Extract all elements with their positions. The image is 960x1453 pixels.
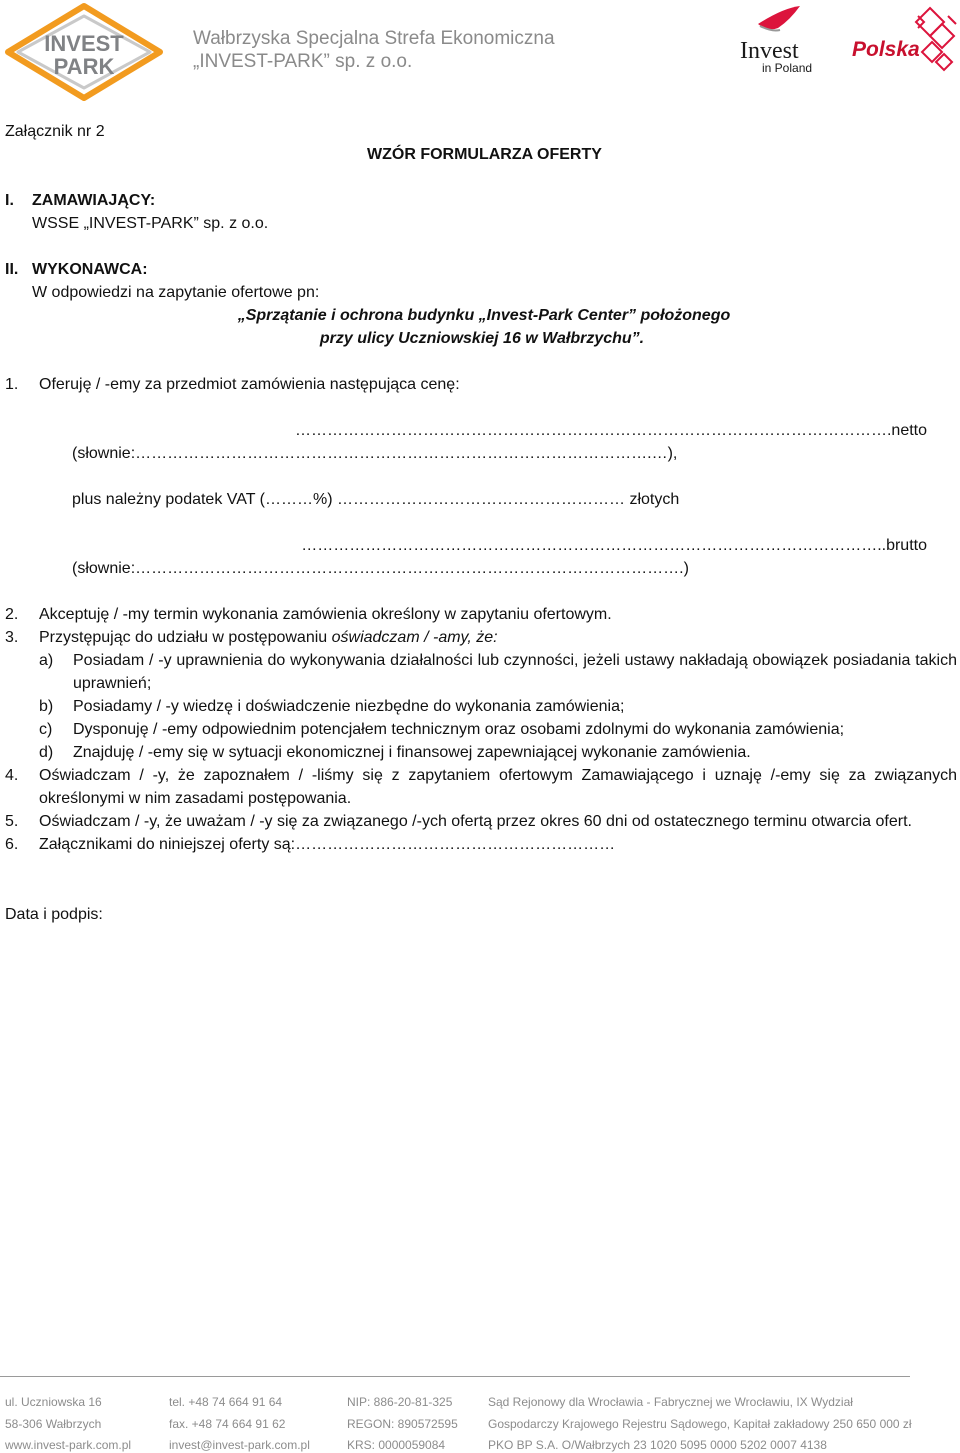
list-item bbox=[5, 626, 957, 649]
logo-text-polska: Polska bbox=[852, 38, 920, 61]
footer-krs: KRS: 0000059084 bbox=[347, 1438, 446, 1452]
subject-line1: „Sprzątanie i ochrona budynku „Invest-Park Center” położonego bbox=[237, 307, 731, 324]
footer-bank-account: PKO BP S.A. O/Wałbrzych 23 1020 5095 0000 5202 0007 4138 bbox=[488, 1438, 827, 1452]
list-item bbox=[5, 764, 957, 810]
netto-words-field: (słownie:…………………………………………………………………………………….…), bbox=[72, 445, 678, 462]
footer-website-link[interactable]: www.invest-park.com.pl bbox=[5, 1438, 132, 1452]
subitem-text: Dysponuję / -emy odpowiednim potencjałem technicznym oraz osobami zdolnymi do wykonania zamówienia; bbox=[73, 721, 845, 738]
list-item bbox=[39, 649, 957, 695]
list-item bbox=[39, 718, 957, 741]
logo-text-in-poland: in Poland bbox=[762, 61, 813, 75]
list-item bbox=[39, 695, 957, 718]
brutto-field: ………………………………………………………………………………………………..brutto bbox=[301, 537, 927, 554]
item1-text: Oferuję / -emy za przedmiot zamówienia następująca cenę: bbox=[39, 376, 460, 393]
logo-text-park: PARK bbox=[53, 54, 115, 79]
netto-field: ………………………………………………………………………………………………….netto bbox=[294, 422, 927, 439]
section1-body: WSSE „INVEST-PARK” sp. z o.o. bbox=[32, 215, 269, 232]
list-item bbox=[5, 810, 957, 833]
footer-phone: tel. +48 74 664 91 64 bbox=[169, 1395, 283, 1409]
section1-number: I. bbox=[5, 192, 14, 209]
footer-capital: Gospodarczy Krajowego Rejestru Sądowego, Kapitał zakładowy 250 650 000 zł bbox=[488, 1417, 912, 1431]
subitem-text: Posiadam / -y uprawnienia do wykonywania działalności lub czynności, jeżeli ustawy nakładają obowiązek posiadania takich uprawnień; bbox=[73, 652, 957, 692]
subitem-label: c) bbox=[39, 721, 53, 738]
item-number: 3. bbox=[5, 629, 19, 646]
page-title: WZÓR FORMULARZA OFERTY bbox=[367, 146, 602, 163]
section2-body: W odpowiedzi na zapytanie ofertowe pn: bbox=[32, 284, 320, 301]
footer-nip: NIP: 886-20-81-325 bbox=[347, 1395, 453, 1409]
list-item bbox=[5, 833, 957, 856]
item-number: 2. bbox=[5, 606, 19, 623]
logo-text-invest: INVEST bbox=[44, 31, 124, 56]
invest-park-logo bbox=[4, 2, 164, 102]
attachment-label: Załącznik nr 2 bbox=[5, 123, 105, 140]
subitem-label: b) bbox=[39, 698, 54, 715]
date-signature-label: Data i podpis: bbox=[5, 906, 103, 923]
section2-title: WYKONAWCA: bbox=[32, 261, 148, 278]
list-item bbox=[39, 741, 957, 764]
item-number: 5. bbox=[5, 813, 19, 830]
footer-court: Sąd Rejonowy dla Wrocławia - Fabrycznej we Wrocławiu, IX Wydział bbox=[488, 1395, 853, 1409]
item-number: 4. bbox=[5, 767, 19, 784]
footer-regon: REGON: 890572595 bbox=[347, 1417, 458, 1431]
org-name-line2: „INVEST-PARK” sp. z o.o. bbox=[193, 51, 413, 72]
item-text: Akceptuję / -my termin wykonania zamówienia określony w zapytaniu ofertowym. bbox=[39, 606, 612, 623]
item-number: 6. bbox=[5, 836, 19, 853]
footer-email-link[interactable]: invest@invest-park.com.pl bbox=[169, 1438, 310, 1452]
subitem-text: Posiadamy / -y wiedzę i doświadczenie niezbędne do wykonania zamówienia; bbox=[73, 698, 625, 715]
subject-line2: przy ulicy Uczniowskiej 16 w Wałbrzychu”. bbox=[319, 330, 645, 347]
section2-number: II. bbox=[5, 261, 19, 278]
subitems-list bbox=[39, 649, 957, 764]
item-text-plain: Przystępując do udziału w postępowaniu bbox=[39, 629, 332, 646]
item-text: Załącznikami do niniejszej oferty są:…………………………………………………… bbox=[39, 836, 616, 853]
item-text-emphasis: oświadczam / -amy, że: bbox=[331, 629, 498, 646]
polska-logo bbox=[852, 2, 958, 74]
items-list bbox=[5, 603, 957, 649]
logo-text-invest2: Invest bbox=[740, 38, 799, 64]
brutto-words-field: (słownie:………………………………………………………………………………………….) bbox=[72, 560, 689, 577]
subitem-label: d) bbox=[39, 744, 54, 761]
footer-postal: 58-306 Wałbrzych bbox=[5, 1417, 102, 1431]
section1-title: ZAMAWIAJĄCY: bbox=[32, 192, 156, 209]
list-item bbox=[5, 603, 957, 626]
item1-number: 1. bbox=[5, 376, 19, 393]
footer-fax: fax. +48 74 664 91 62 bbox=[169, 1417, 286, 1431]
subitem-text: Znajduję / -emy się w sytuacji ekonomicznej i finansowej zapewniającej wykonanie zamówienia. bbox=[73, 744, 751, 761]
org-name-line1: Wałbrzyska Specjalna Strefa Ekonomiczna bbox=[193, 28, 555, 49]
item-text: Oświadczam / -y, że zapoznałem / -liśmy się z zapytaniem ofertowym Zamawiającego i uznaję /-emy się za związanych określonymi w nim zasadami postępowania. bbox=[39, 767, 957, 807]
items-tail-list bbox=[5, 764, 957, 856]
vat-field: plus należny podatek VAT (………%) ……………………………………………… złotych bbox=[72, 491, 680, 508]
item-text: Oświadczam / -y, że uważam / -y się za związanego /-ych ofertą przez okres 60 dni od ostatecznego terminu otwarcia ofert. bbox=[39, 813, 912, 830]
footer-address: ul. Uczniowska 16 bbox=[5, 1395, 102, 1409]
item-text bbox=[39, 626, 957, 649]
invest-in-poland-logo bbox=[738, 6, 820, 76]
subitem-label: a) bbox=[39, 652, 54, 669]
footer-divider bbox=[0, 1376, 910, 1377]
